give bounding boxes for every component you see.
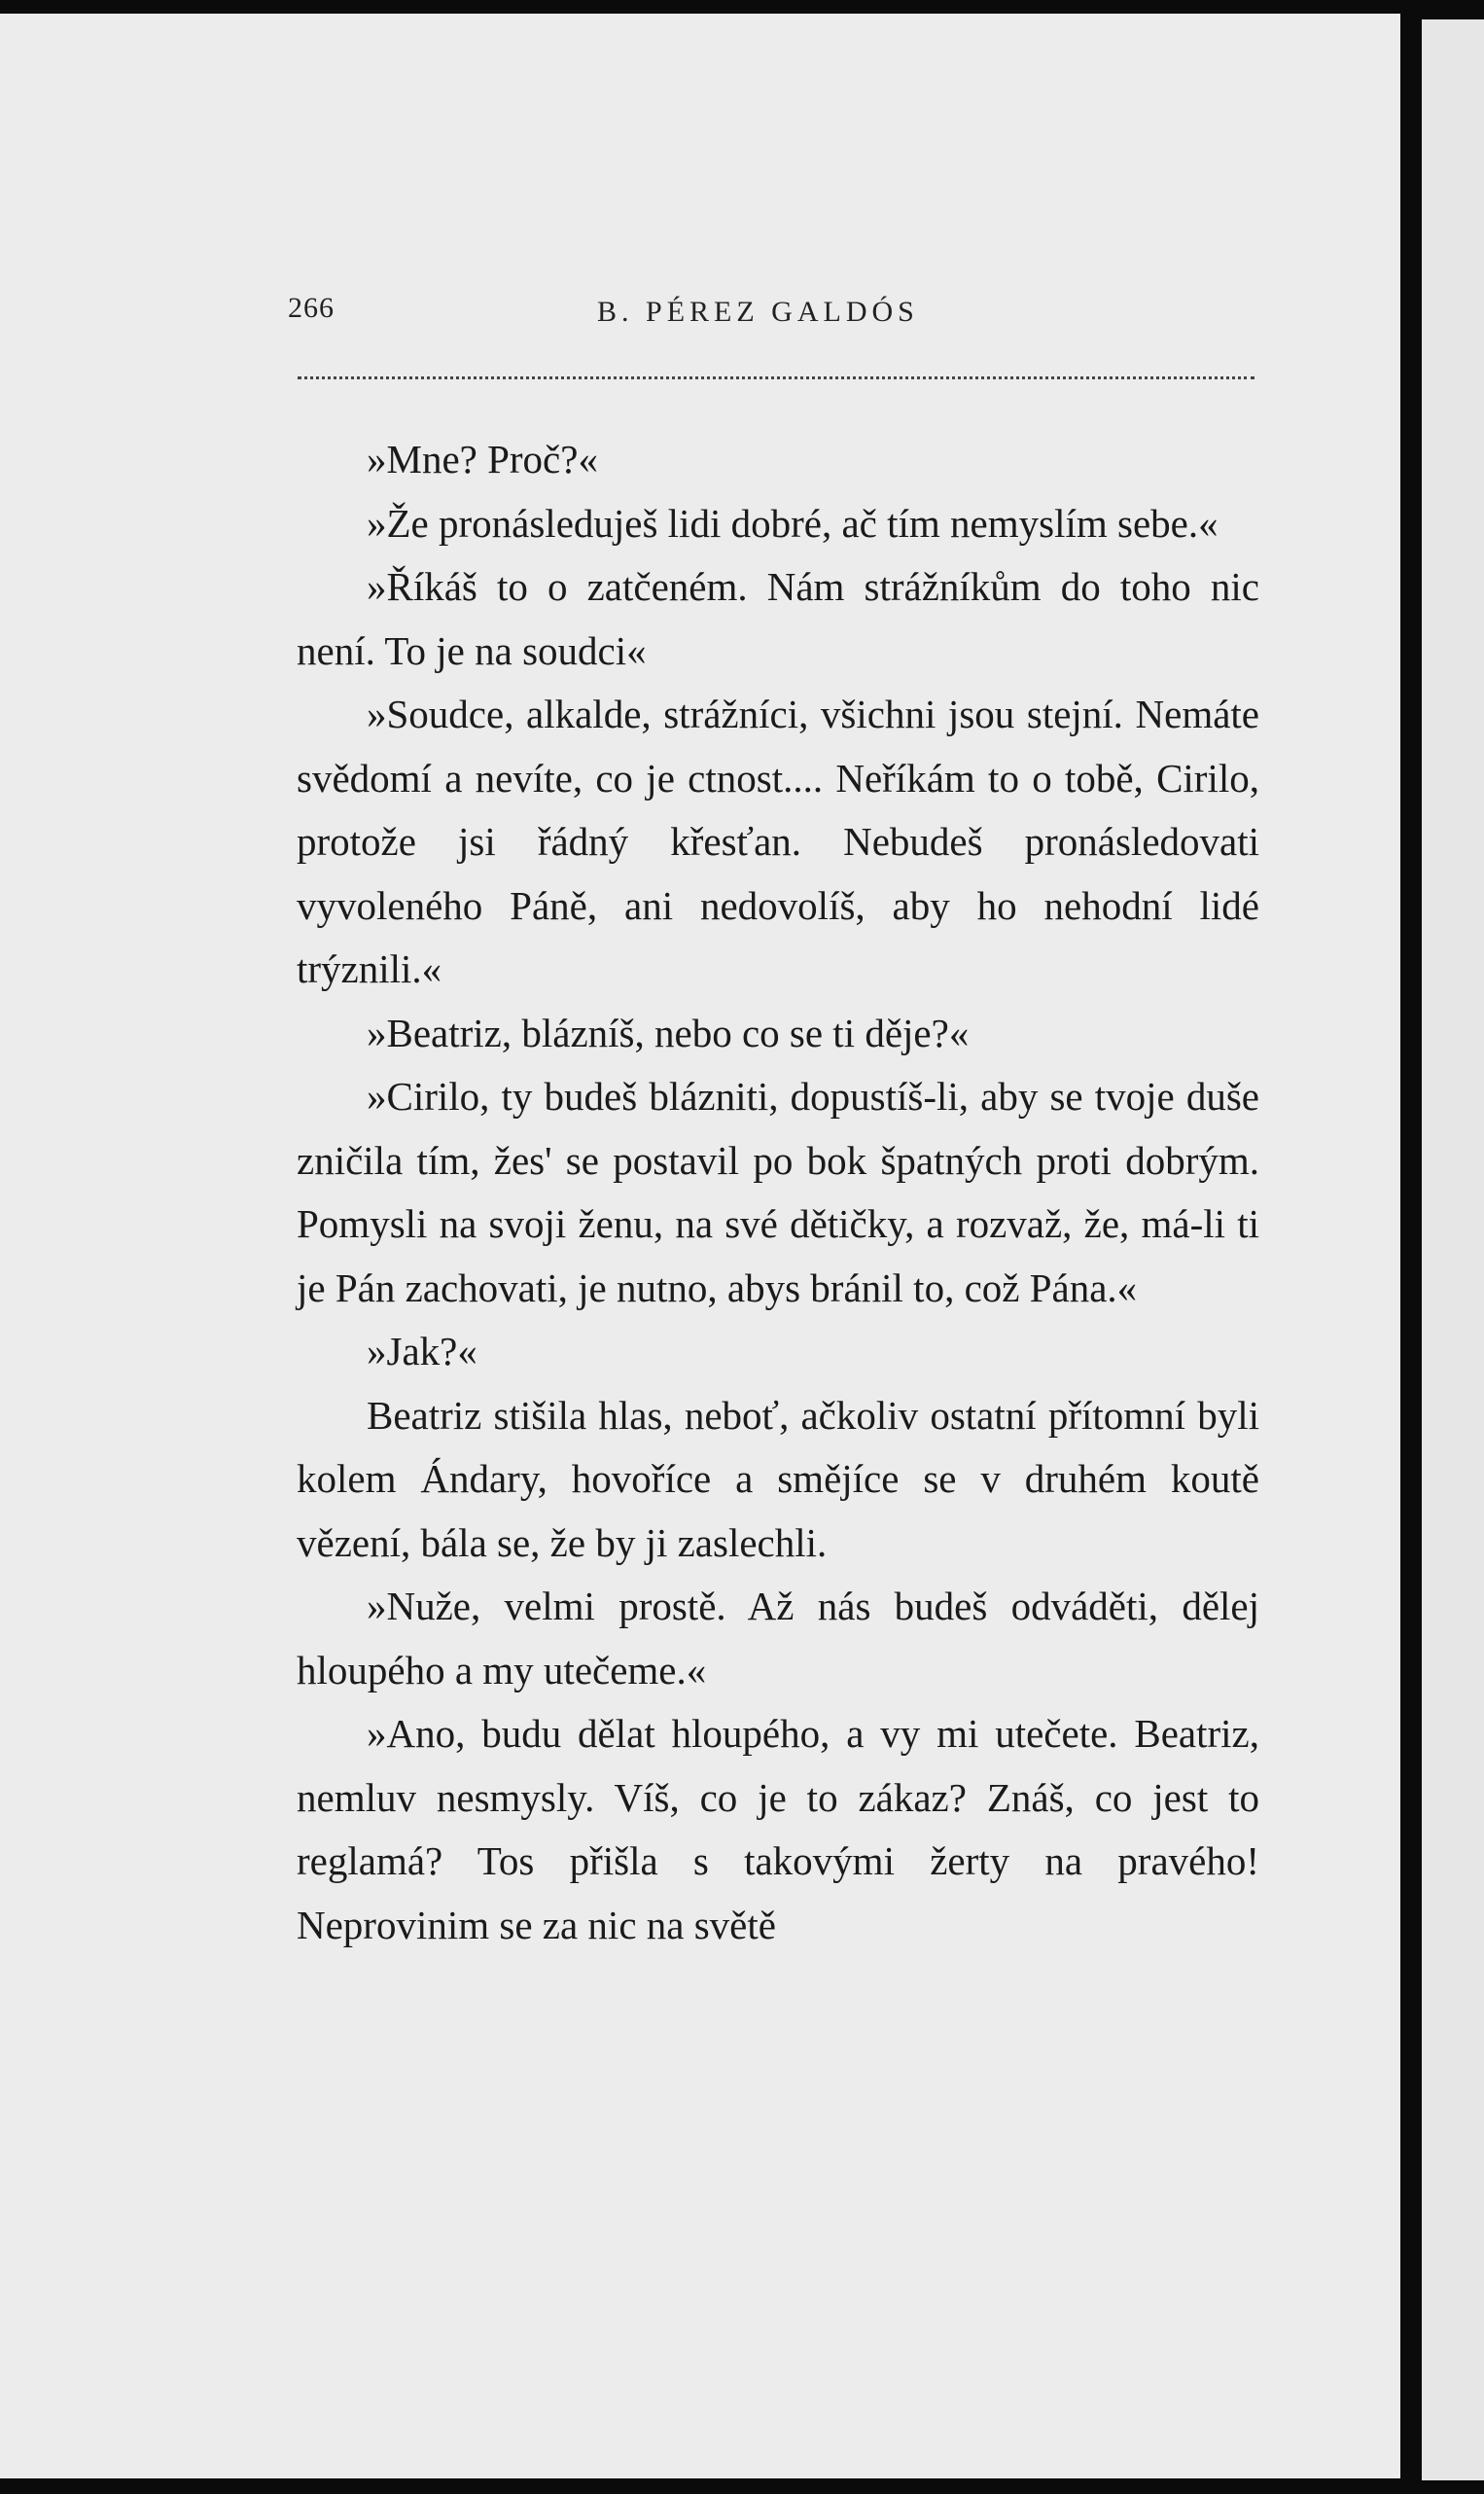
paragraph: »Nuže, velmi prostě. Až nás budeš odváděti, dělej hloupého a my utečeme.« <box>297 1584 1259 1692</box>
body-text <box>297 428 1259 1957</box>
paragraph: »Říkáš to o zatčeném. Nám strážníkům do toho nic není. To je na soudci« <box>297 564 1259 673</box>
page-number: 266 <box>288 292 335 324</box>
running-head: B. PÉREZ GALDÓS <box>597 296 919 328</box>
paragraph: »Že pronásleduješ lidi dobré, ač tím nemyslím sebe.« <box>367 500 1219 546</box>
paragraph: »Jak?« <box>367 1329 477 1373</box>
paragraph: Beatriz stišila hlas, neboť, ačkoliv ostatní přítomní byli kolem Ándary, hovoříce a smějíce se v druhém koutě vězení, bála se, že by ji zaslechli. <box>297 1392 1259 1565</box>
paragraph: »Beatriz, blázníš, nebo co se ti děje?« <box>367 1010 970 1055</box>
paragraph: »Ano, budu dělat hloupého, a vy mi utečete. Beatriz, nemluv nesmysly. Víš, co je to zákaz? Znáš, co jest to reglamá? Tos přišla s takovými žerty na pravého! Neprovinim se za nic na světě <box>297 1711 1259 1947</box>
header-dotted-rule <box>298 376 1254 379</box>
adjacent-page-edge <box>1422 19 1484 2480</box>
page-header <box>0 292 1400 331</box>
paragraph: »Soudce, alkalde, strážníci, všichni jsou stejní. Nemáte svědomí a nevíte, co je ctnost.... Neříkám to o tobě, Cirilo, protože jsi řádný křesťan. Nebudeš pronásledovati vyvoleného Páně, ani nedovolíš, aby ho nehodní lidé trýznili.« <box>297 692 1259 991</box>
paragraph: »Mne? Proč?« <box>367 437 598 481</box>
paragraph: »Cirilo, ty budeš blázniti, dopustíš-li, aby se tvoje duše zničila tím, žes' se postavil po bok špatných proti dobrým. Pomysli na svoji ženu, na své dětičky, a rozvaž, že, má-li ti je Pán zachovati, je nutno, abys bránil to, což Pána.« <box>297 1074 1259 1310</box>
